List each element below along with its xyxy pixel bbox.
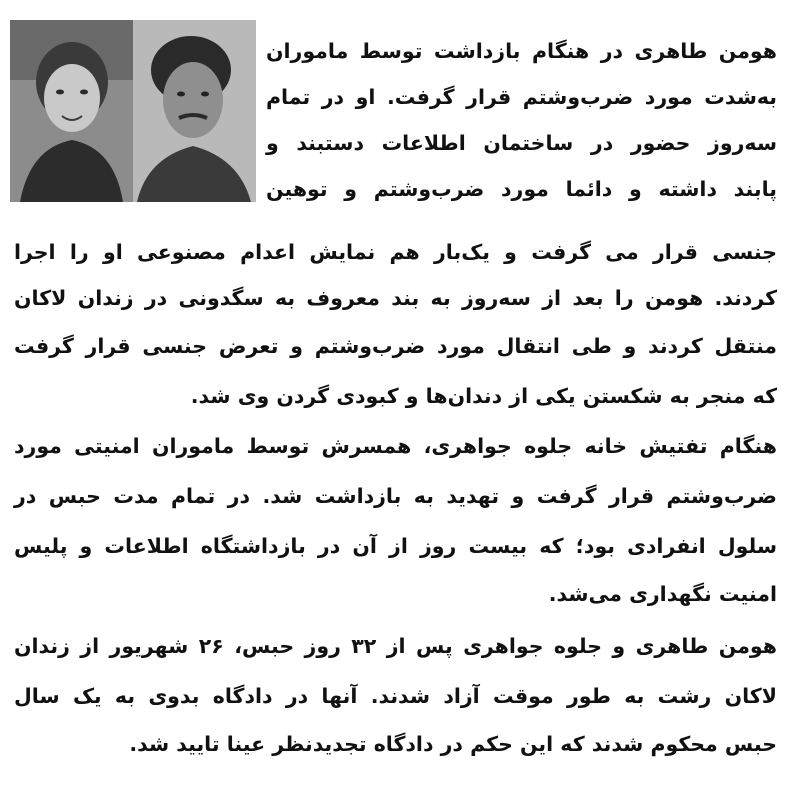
article-line: جنسی قرار می گرفت و یک‌بار هم نمایش اعدام مصنوعی او را اجرا	[14, 240, 777, 264]
article-line: منتقل کردند و طی انتقال مورد ضرب‌وشتم و تعرض جنسی قرار گرفت	[14, 334, 777, 358]
article-line: هنگام تفتیش خانه جلوه جواهری، همسرش توسط ماموران امنیتی مورد	[14, 434, 777, 458]
portrait-photo-man	[133, 20, 256, 202]
portrait-woman-image	[10, 20, 133, 202]
article-line: پابند داشته و دائما مورد ضرب‌وشتم و توهین	[266, 177, 777, 201]
article-line: کردند. هومن را بعد از سه‌روز به بند معروف به سگدونی در زندان لاکان	[14, 286, 777, 310]
portrait-photo-woman	[10, 20, 133, 202]
article-line: سلول انفرادی بود؛ که بیست روز از آن در بازداشتگاه اطلاعات و پلیس	[14, 534, 777, 558]
article-line: که منجر به شکستن یکی از دندان‌ها و کبودی گردن وی شد.	[190, 384, 777, 408]
article-line: هومن طاهری و جلوه جواهری پس از ۳۲ روز حبس، ۲۶ شهریور از زندان	[14, 634, 777, 658]
article-line: به‌شدت مورد ضرب‌وشتم قرار گرفت. او در تمام	[266, 85, 777, 109]
article-line: سه‌روز حضور در ساختمان اطلاعات دستبند و	[266, 131, 777, 155]
article-line: امنیت نگهداری می‌شد.	[548, 582, 777, 606]
article-line: لاکان رشت به طور موقت آزاد شدند. آنها در دادگاه بدوی به یک سال	[14, 684, 777, 708]
article-line: هومن طاهری در هنگام بازداشت توسط ماموران	[266, 39, 777, 63]
portrait-man-image	[133, 20, 256, 202]
article-line: حبس محکوم شدند که این حکم در دادگاه تجدیدنظر عینا تایید شد.	[129, 732, 777, 756]
article-line: ضرب‌وشتم قرار گرفت و تهدید به بازداشت شد. در تمام مدت حبس در	[14, 484, 777, 508]
